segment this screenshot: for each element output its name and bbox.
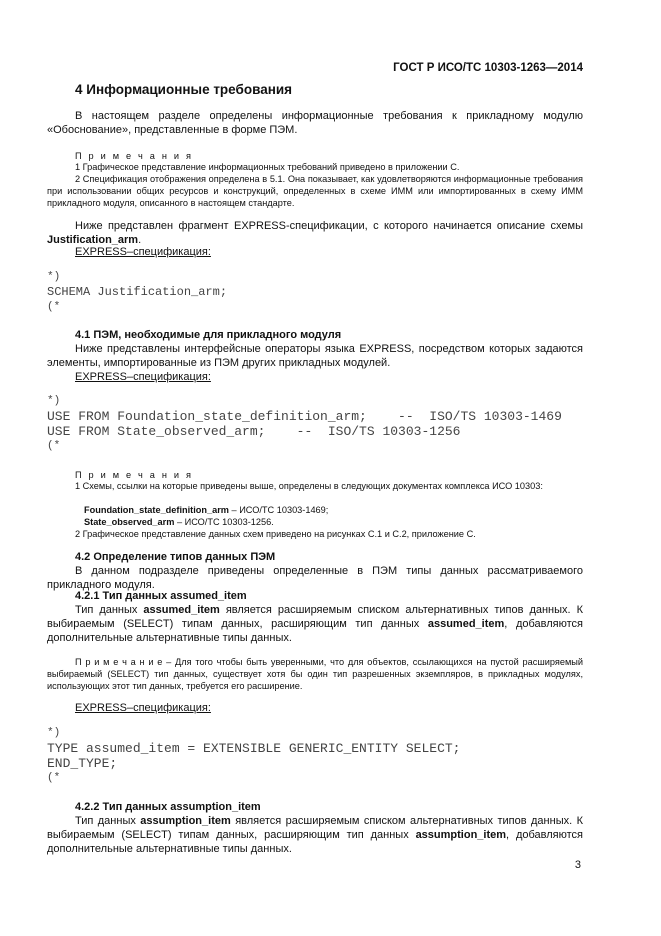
page-number: 3 bbox=[574, 859, 581, 871]
note-graphics: 2 Графическое представление данных схем приведено на рисунках С.1 и С.2, приложение С. bbox=[75, 529, 476, 539]
section-4-2-2-title: 4.2.2 Тип данных assumption_item bbox=[75, 801, 261, 813]
note-2: 2 Спецификация отображения определена в 5.1. Она показывает, как удовлетворяются информационные требования при использовании общих ресурсов и конструкций, определенных в схеме ИММ или импортированных в схему ИММ прикладного модуля, описанного в настоящем стандарте. bbox=[47, 174, 583, 208]
section-4-2-2-text bbox=[47, 814, 583, 856]
code-line: (* bbox=[47, 301, 61, 313]
section-4-2-text: В данном подразделе приведены определенные в ПЭМ типы данных рассматриваемого прикладного модуля. bbox=[47, 565, 583, 591]
code-line: (* bbox=[47, 772, 61, 784]
ref-2-name: State_observed_arm bbox=[84, 517, 175, 527]
section-4-2-1-title: 4.2.1 Тип данных assumed_item bbox=[75, 590, 247, 602]
ref-1-name: Foundation_state_definition_arm bbox=[84, 505, 229, 515]
note-schemas: 1 Схемы, ссылки на которые приведены выше, определены в следующих документах комплекса ИСО 10303: bbox=[75, 481, 543, 491]
note-assumed-item: П р и м е ч а н и е – Для того чтобы быть уверенными, что для объектов, ссылающихся на пустой расширяемый выбираемый (SELECT) тип данных, существует хотя бы один тип разрешенных экземпляров, в прикладных модулях, использующих этот тип данных, требуется его расширение. bbox=[47, 657, 583, 691]
ref-2-doc: – ИСО/ТС 10303-1256. bbox=[174, 517, 274, 527]
text-part: , добавляются дополнительные альтернативные типы данных. bbox=[47, 618, 583, 644]
schema-name: Justification_arm bbox=[47, 234, 139, 246]
type-name: assumed_item bbox=[427, 618, 505, 630]
code-block-3 bbox=[47, 726, 460, 786]
text-part: Тип данных bbox=[75, 815, 141, 827]
code-line: END_TYPE; bbox=[47, 756, 118, 771]
express-label-1: EXPRESS–спецификация: bbox=[75, 246, 211, 258]
code-block-1 bbox=[47, 270, 227, 315]
express-label-2: EXPRESS–спецификация: bbox=[75, 371, 211, 383]
code-line: *) bbox=[47, 271, 61, 283]
type-name: assumed_item bbox=[143, 604, 220, 616]
text-part: Тип данных bbox=[75, 604, 144, 616]
text-part: является расширяемым списком альтернативных типов данных. К выбираемым (SELECT) типам данных, расширяющим тип данных bbox=[47, 815, 583, 841]
ref-1 bbox=[84, 504, 564, 516]
notes-title-1: П р и м е ч а н и я bbox=[75, 151, 194, 161]
code-line: USE FROM State_observed_arm; -- ISO/TS 10303-1256 bbox=[47, 424, 461, 439]
code-line: TYPE assumed_item = EXTENSIBLE GENERIC_ENTITY SELECT; bbox=[47, 741, 461, 756]
type-name: assumption_item bbox=[140, 815, 231, 827]
section-4-1-text: Ниже представлены интерфейсные операторы языка EXPRESS, посредством которых задаются элементы, импортированные из ПЭМ других прикладных модулей. bbox=[47, 343, 583, 369]
text-part: является расширяемым списком альтернативных типов данных. К выбираемым (SELECT) типам данных, расширяющим тип данных bbox=[47, 604, 583, 630]
notes-title-2: П р и м е ч а н и я bbox=[75, 470, 194, 480]
code-line: *) bbox=[47, 727, 61, 739]
express-label-3: EXPRESS–спецификация: bbox=[75, 702, 211, 714]
code-line: SCHEMA Justification_arm; bbox=[47, 285, 228, 299]
type-name: assumption_item bbox=[415, 829, 507, 841]
ref-2 bbox=[84, 516, 564, 528]
section-4-intro: В настоящем разделе определены информационные требования к прикладному модулю «Обоснование», представленные в форме ПЭМ. bbox=[47, 110, 583, 136]
code-block-2 bbox=[47, 394, 562, 454]
section-4-title: 4 Информационные требования bbox=[75, 82, 293, 97]
note-1: 1 Графическое представление информационных требований приведено в приложении С. bbox=[75, 162, 460, 172]
section-4-1-title: 4.1 ПЭМ, необходимые для прикладного модуля bbox=[75, 329, 342, 341]
section-4-2-title: 4.2 Определение типов данных ПЭМ bbox=[75, 551, 276, 563]
ref-1-doc: – ИСО/ТС 10303-1469; bbox=[228, 505, 329, 515]
text-part: , добавляются дополнительные альтернативные типы данных. bbox=[47, 829, 583, 855]
express-intro: Ниже представлен фрагмент EXPRESS-спецификации, с которого начинается описание схемы Justification_arm. bbox=[47, 220, 583, 246]
code-line: (* bbox=[47, 440, 61, 452]
express-intro-text: Ниже представлен фрагмент EXPRESS-спецификации, с которого начинается описание схемы bbox=[75, 220, 583, 232]
document-id: ГОСТ Р ИСО/ТС 10303-1263—2014 bbox=[393, 62, 583, 74]
section-4-2-1-text bbox=[47, 603, 583, 645]
code-line: USE FROM Foundation_state_definition_arm; -- ISO/TS 10303-1469 bbox=[47, 409, 562, 424]
code-line: *) bbox=[47, 395, 61, 407]
